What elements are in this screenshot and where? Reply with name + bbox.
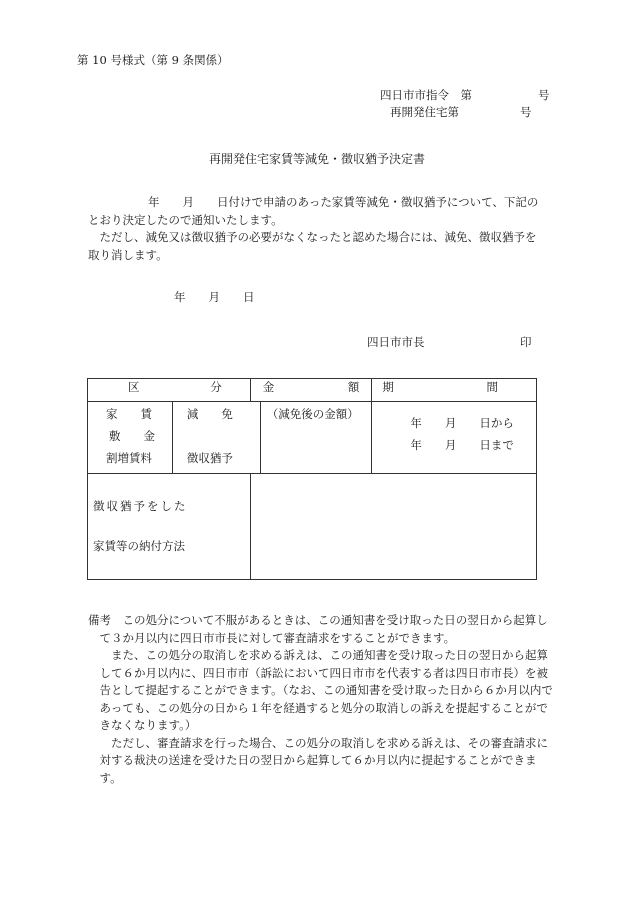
header-period: 期 間 (372, 379, 537, 402)
type-deferral: 徴収猶予 (186, 451, 233, 465)
table-row (88, 474, 537, 580)
type-list (172, 402, 260, 474)
notice-para2-line1: ただし、減免又は徴収猶予の必要がなくなったと認めた場合には、減免、徴収猶予を (99, 230, 537, 244)
remark-2: また、この処分の取消しを求める訴えは、この通知書を受け取った日の翌日から起算して６か月以内に、四日市市（訴訟において四日市市を代表する者は四日市市長）を被告として提起することができます。（なお、この通知書を受け取った日から６か月以内であっても、この処分の日から１年を経過すると処分の取消しの訴えを提起することができなくなります。） (99, 648, 553, 732)
housing-number-prefix: 再開発住宅第 (390, 105, 459, 119)
period-from: 年 月 日から (410, 416, 514, 430)
decision-table (87, 378, 537, 580)
header-amount: 金 額 (250, 379, 372, 402)
remarks (88, 612, 558, 787)
notice-para1-line1: 年 月 日付けで申請のあった家賃等減免・徴収猶予について、下記の (148, 195, 539, 209)
table-header-row (88, 379, 537, 402)
deferral-label-line2: 家賃等の納付方法 (93, 539, 185, 553)
amount-cell (260, 402, 372, 474)
header-category: 区 分 (88, 379, 251, 402)
period-cell (372, 402, 537, 474)
deferral-label-line1: 徴収猶予をした (93, 499, 188, 513)
issue-date: 年 月 日 (174, 290, 255, 304)
housing-number (390, 104, 532, 120)
directive-number-prefix: 四日市市指令 第 (380, 88, 472, 102)
item-rent: 家 賃 (106, 407, 152, 421)
notice-para1-line2: とおり決定したので通知いたします。 (88, 212, 283, 227)
housing-number-suffix: 号 (520, 105, 532, 119)
amount-note: （減免後の金額） (266, 407, 359, 421)
directive-number-suffix: 号 (538, 88, 550, 102)
remark-3: ただし、審査請求を行った場合、この処分の取消しを求める訴えは、その審査請求に対する裁決の送達を受けた日の翌日から起算して６か月以内に提起することができます。 (99, 735, 548, 785)
type-reduction: 減 免 (186, 407, 233, 421)
seal-mark: 印 (520, 335, 532, 349)
table-row (88, 402, 537, 474)
item-deposit: 敷 金 (109, 429, 155, 443)
remark-1: 備考 この処分について不服があるときは、この通知書を受け取った日の翌日から起算して３か月以内に四日市市長に対して審査請求をすることができます。 (88, 613, 548, 645)
directive-number (380, 87, 550, 103)
deferral-method-label-cell (88, 474, 251, 580)
deferral-method-value (250, 474, 536, 580)
notice-para2-line2: 取り消します。 (88, 247, 168, 262)
issuer-name: 四日市市長 (367, 335, 425, 349)
period-to: 年 月 日まで (410, 438, 514, 452)
item-surcharge: 割増賃料 (106, 451, 152, 465)
notice-body (88, 194, 558, 264)
form-number: 第 10 号様式（第 9 条関係） (77, 53, 229, 67)
document-title: 再開発住宅家賃等減免・徴収猶予決定書 (209, 152, 426, 166)
issuer-signature (367, 334, 532, 350)
item-list (88, 402, 173, 474)
